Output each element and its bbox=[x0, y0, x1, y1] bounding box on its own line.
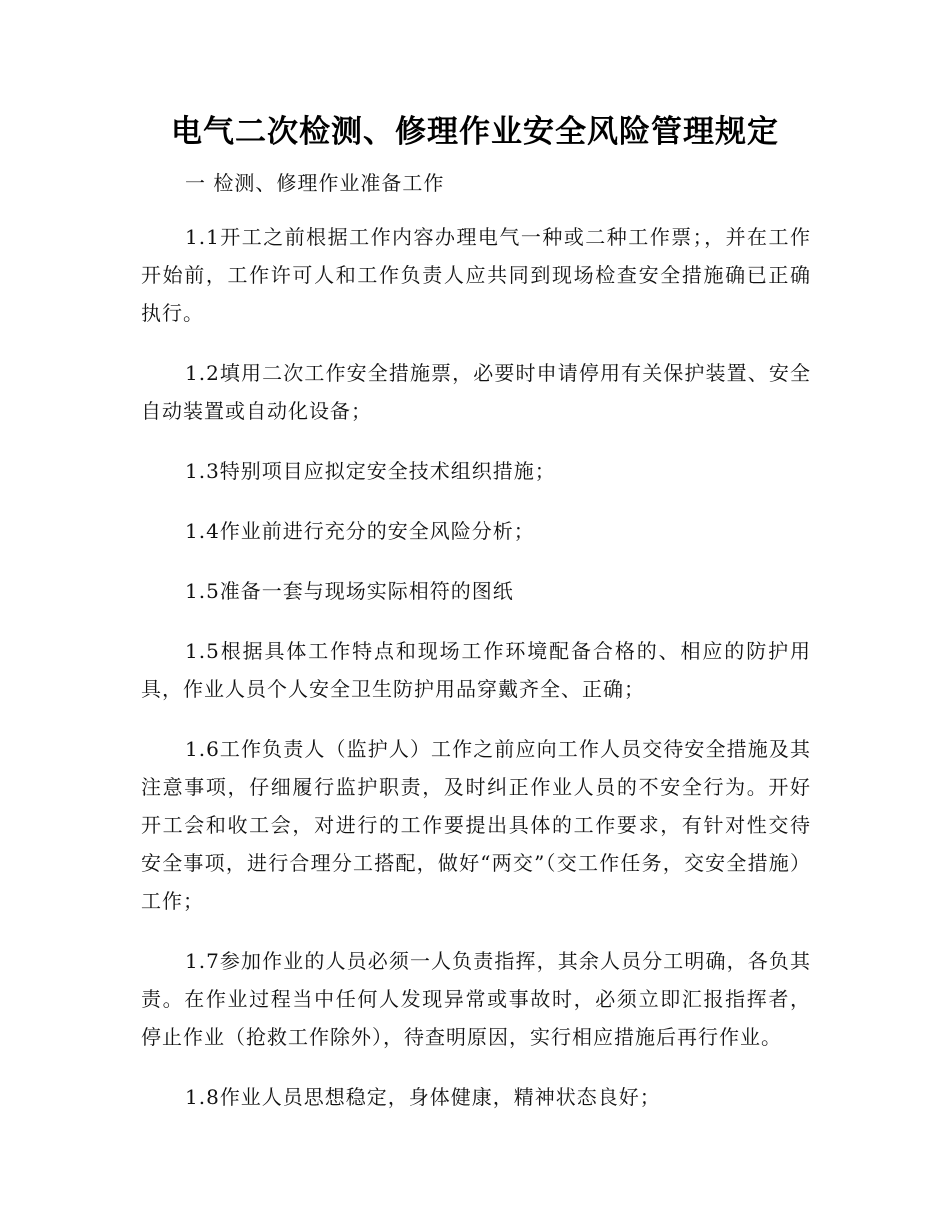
paragraph-1-4: 1.4作业前进行充分的安全风险分析； bbox=[185, 519, 535, 543]
paragraph-1-1: 1.1开工之前根据工作内容办理电气一种或二种工作票；，并在工作开始前，工作许可人和工作负责人应共同到现场检查安全措施确已正确执行。 bbox=[141, 225, 811, 325]
paragraph-1-2: 1.2填用二次工作安全措施票，必要时申请停用有关保护装置、安全自动装置或自动化设备； bbox=[141, 361, 811, 423]
document-title: 电气二次检测、修理作业安全风险管理规定 bbox=[171, 114, 779, 150]
section-heading: 一 检测、修理作业准备工作 bbox=[185, 171, 445, 195]
paragraph-1-3: 1.3特别项目应拟定安全技术组织措施； bbox=[185, 459, 556, 483]
paragraph-1-6: 1.6工作负责人（监护人）工作之前应向工作人员交待安全措施及其注意事项，仔细履行监护职责，及时纠正作业人员的不安全行为。开好开工会和收工会，对进行的工作要提出具体的工作要求，有针对性交待安全事项，进行合理分工搭配，做好“两交”（交工作任务，交安全措施）工作； bbox=[141, 737, 811, 913]
paragraph-1-7: 1.7参加作业的人员必须一人负责指挥，其余人员分工明确，各负其责。在作业过程当中任何人发现异常或事故时，必须立即汇报指挥者，停止作业（抢救工作除外），待查明原因，实行相应措施后再行作业。 bbox=[141, 949, 811, 1049]
paragraph-1-5a: 1.5准备一套与现场实际相符的图纸 bbox=[185, 579, 514, 603]
paragraph-1-5b: 1.5根据具体工作特点和现场工作环境配备合格的、相应的防护用具，作业人员个人安全卫生防护用品穿戴齐全、正确； bbox=[141, 639, 811, 701]
document-body bbox=[141, 218, 811, 1138]
paragraph-1-8: 1.8作业人员思想稳定，身体健康，精神状态良好； bbox=[185, 1085, 661, 1109]
